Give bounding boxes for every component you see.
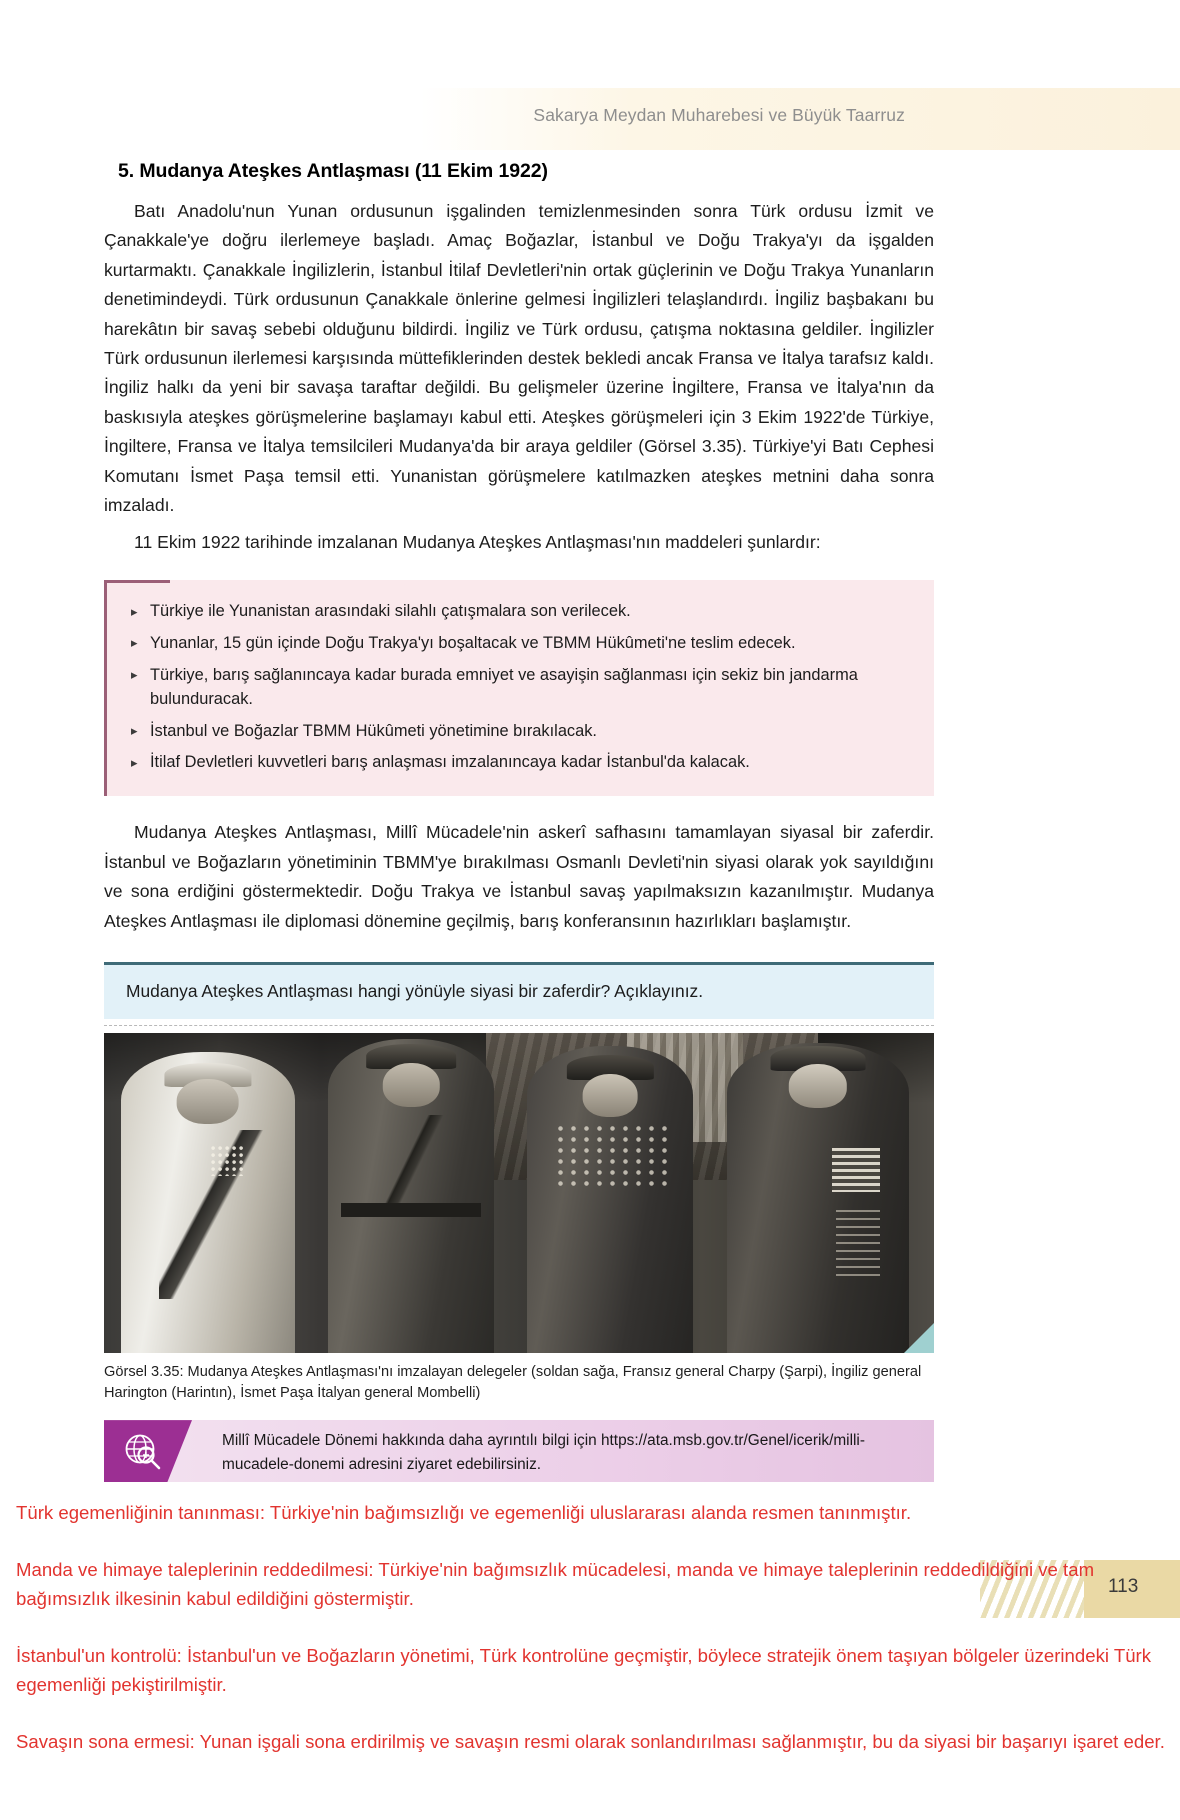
delegate-figure-ismet-pasa — [527, 1046, 693, 1353]
articles-box-rail — [104, 580, 107, 797]
annotation-item: Savaşın sona ermesi: Yunan işgali sona erdirilmiş ve savaşın resmi olarak sonlandırılması sağlanmıştır, bu da siyasi bir başarıyı işaret eder. — [16, 1731, 1165, 1752]
red-annotation-block — [16, 1498, 1166, 1756]
section-paragraph-3: Mudanya Ateşkes Antlaşması, Millî Mücadele'nin askerî safhasını tamamlayan siyasal bir zaferdir. İstanbul ve Boğazların yönetiminin TBMM'ye bırakılması Osmanlı Devleti'nin siyasi olarak yok sayıldığını ve sona erdiğini göstermektedir. Doğu Trakya ve İstanbul savaş yapılmaksızın kazanılmıştır. Mudanya Ateşkes Antlaşması ile diplomasi dönemine geçilmiş, barış konferansının hazırlıkları başlamıştır. — [104, 822, 934, 931]
articles-box-wrapper — [104, 580, 934, 797]
list-item-text: Türkiye, barış sağlanıncaya kadar burada emniyet ve asayişin sağlanması için sekiz bin jandarma bulunduracak. — [150, 665, 858, 709]
list-item — [129, 715, 916, 747]
figure-head — [583, 1074, 638, 1117]
figure-braid — [554, 1123, 667, 1191]
triangle-bullet-icon: ▸ — [131, 667, 138, 683]
list-item — [129, 659, 916, 715]
globe-search-icon — [104, 1420, 192, 1482]
figure-head — [383, 1063, 439, 1107]
figure-photo-wrapper — [104, 1033, 934, 1353]
list-item-text: İtilaf Devletleri kuvvetleri barış anlaşması imzalanıncaya kadar İstanbul'da kalacak. — [150, 753, 750, 772]
delegate-figure-harington — [328, 1039, 494, 1353]
section-paragraph-2: 11 Ekim 1922 tarihinde imzalanan Mudanya Ateşkes Antlaşması'nın maddeleri şunlardır: — [134, 532, 821, 553]
section-paragraph-1: Batı Anadolu'nun Yunan ordusunun işgalinden temizlenmesinden sonra Türk ordusu İzmit ve Çanakkale'ye doğru ilerlemeye başladı. Amaç Boğazlar, İstanbul ve Doğu Trakya'yı da işgalden kurtarmaktı. Çanakkale İngilizlerin, İstanbul İtilaf Devletleri'nin ortak güçlerinin ve Doğu Trakya Yunanların denetimindeydi. Türk ordusunun Çanakkale önlerine gelmesi İngilizleri telaşlandırdı. İngiliz başbakanı bu harekâtın bir savaş sebebi olduğunu bildirdi. İngiliz ve Türk ordusu, çatışma noktasına geldiler. İngilizler Türk ordusunun ilerlemesi karşısında müttefiklerinden destek bekledi ancak Fransa ve İtalya tarafsız kaldı. İngiliz halkı da yeni bir savaşa taraftar değildi. Bu gelişmeler üzerine İngiltere, Fransa ve İtalya'nın da baskısıyla ateşkes görüşmelerine başlamayı kabul etti. Ateşkes görüşmeleri için 3 Ekim 1922'de Türkiye, İngiltere, Fransa ve İtalya temsilcileri Mudanya'da bir araya geldiler (Görsel 3.35). Türkiye'yi Batı Cephesi Komutanı İsmet Paşa temsil etti. Yunanistan görüşmelere katılmazken ateşkes metnini daha sonra imzaladı. — [104, 201, 934, 516]
triangle-bullet-icon: ▸ — [131, 603, 138, 619]
figure-belt — [341, 1203, 480, 1217]
triangle-bullet-icon: ▸ — [131, 723, 138, 739]
page-number: 113 — [1108, 1576, 1139, 1597]
list-item — [129, 627, 916, 659]
figure-strap — [358, 1115, 468, 1215]
web-resource-note — [104, 1420, 934, 1482]
figure-head — [789, 1064, 847, 1107]
delegate-figure-mombelli — [727, 1043, 910, 1353]
articles-list — [129, 596, 916, 779]
web-resource-text: Millî Mücadele Dönemi hakkında daha ayrıntılı bilgi için https://ata.msb.gov.tr/Genel/icerik/milli-mucadele-donemi adresini ziyaret edebilirsiniz. — [222, 1432, 865, 1473]
figure-divider — [104, 1025, 934, 1026]
figure-ribbon-bars — [832, 1148, 879, 1191]
articles-box — [107, 580, 934, 797]
figure-medals — [211, 1146, 246, 1176]
figure-caption: Görsel 3.35: Mudanya Ateşkes Antlaşması'nı imzalayan delegeler (soldan sağa, Fransız general Charpy (Şarpi), İngiliz general Harington (Harintın), İsmet Paşa İtalyan general Mombelli) — [104, 1364, 922, 1402]
annotation-item: Manda ve himaye taleplerinin reddedilmesi: Türkiye'nin bağımsızlık mücadelesi, manda ve himaye taleplerinin reddedildiğini ve tam bağımsızlık ilkesinin kabul edildiğini göstermiştir. — [16, 1559, 1095, 1609]
annotation-item: İstanbul'un kontrolü: İstanbul'un ve Boğazların yönetimi, Türk kontrolüne geçmiştir, böylece stratejik önem taşıyan bölgeler üzerindeki Türk egemenliği pekiştirilmiştir. — [16, 1645, 1152, 1695]
list-item — [129, 596, 916, 628]
section-heading: 5. Mudanya Ateşkes Antlaşması (11 Ekim 1922) — [118, 160, 548, 182]
photo-corner-fold — [904, 1323, 934, 1353]
list-item-text: İstanbul ve Boğazlar TBMM Hükûmeti yönetimine bırakılacak. — [150, 721, 597, 740]
triangle-bullet-icon: ▸ — [131, 635, 138, 651]
running-header-title: Sakarya Meydan Muharebesi ve Büyük Taarruz — [533, 105, 905, 125]
question-text: Mudanya Ateşkes Antlaşması hangi yönüyle siyasi bir zaferdir? Açıklayınız. — [126, 981, 704, 1002]
historical-photograph — [104, 1033, 934, 1353]
question-box — [104, 962, 934, 1019]
triangle-bullet-icon: ▸ — [131, 754, 138, 770]
delegate-figure-charpy — [121, 1052, 295, 1353]
figure-head — [176, 1079, 239, 1124]
figure-braid — [836, 1210, 880, 1278]
page-content — [104, 160, 934, 1482]
list-item — [129, 747, 916, 779]
list-item-text: Türkiye ile Yunanistan arasındaki silahlı çatışmalara son verilecek. — [150, 602, 631, 621]
articles-box-tab — [104, 580, 170, 583]
annotation-item: Türk egemenliğinin tanınması: Türkiye'nin bağımsızlığı ve egemenliği uluslararası alanda resmen tanınmıştır. — [16, 1502, 912, 1523]
list-item-text: Yunanlar, 15 gün içinde Doğu Trakya'yı boşaltacak ve TBMM Hükûmeti'ne teslim edecek. — [150, 633, 796, 652]
